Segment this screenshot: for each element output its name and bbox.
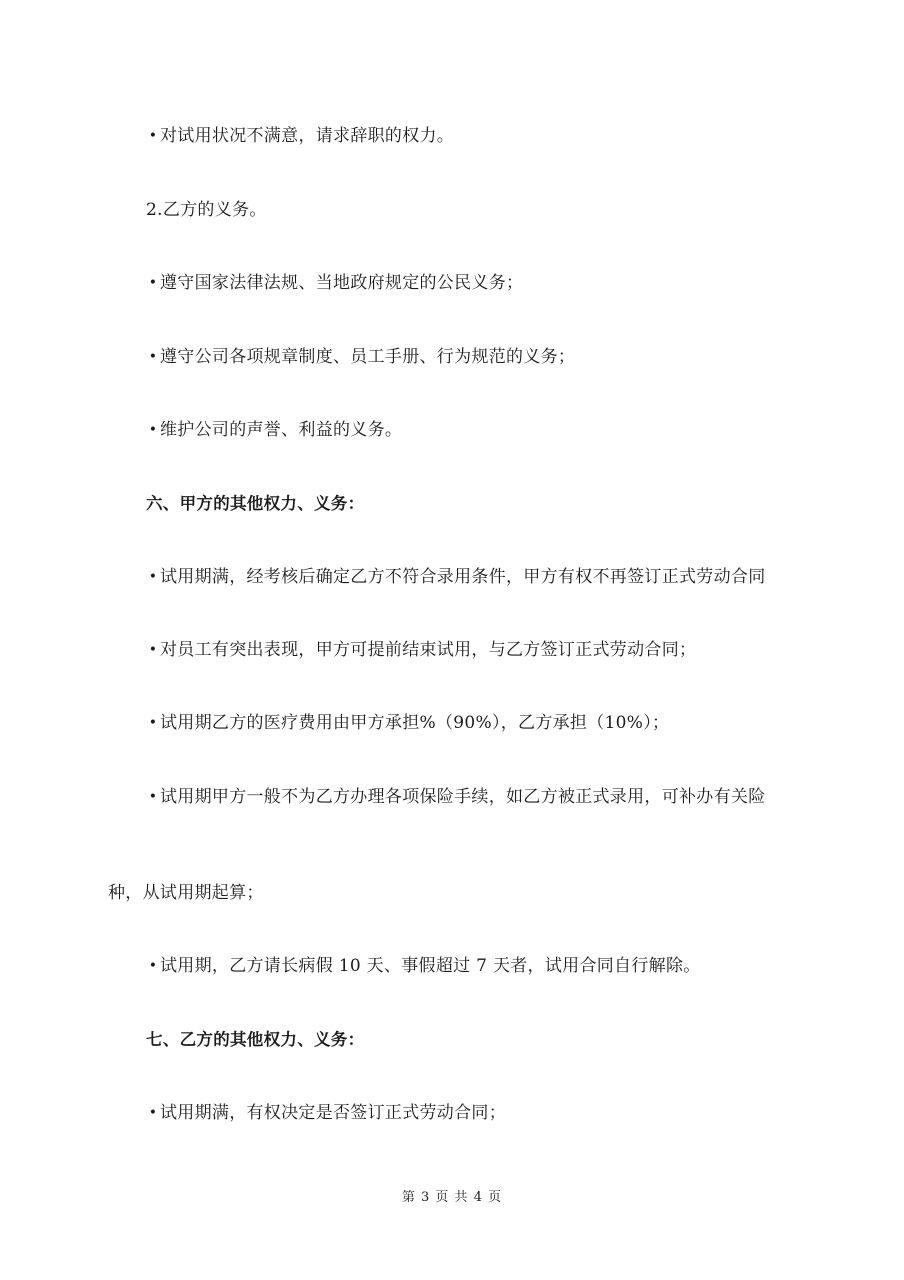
paragraph-text: 遵守公司各项规章制度、员工手册、行为规范的义务； (160, 347, 576, 367)
paragraph-text: 种，从试用期起算； (108, 883, 264, 903)
bullet-marker: • (148, 349, 158, 365)
bullet-item (146, 419, 402, 441)
bullet-item (146, 955, 701, 977)
paragraph-text: 维护公司的声誉、利益的义务。 (160, 420, 403, 440)
bullet-item (146, 346, 575, 368)
bullet-marker: • (148, 422, 158, 438)
paragraph-text: 2.乙方的义务。 (146, 200, 267, 220)
bullet-marker: • (148, 715, 158, 731)
bullet-marker: • (148, 128, 158, 144)
section-heading-text: 六、甲方的其他权力、义务： (146, 494, 365, 513)
paragraph-continuation (108, 882, 264, 904)
paragraph-text: 试用期乙方的医疗费用由甲方承担%（90%），乙方承担（10%）； (160, 713, 670, 733)
bullet-item (146, 272, 523, 294)
paragraph-text: 对试用状况不满意，请求辞职的权力。 (160, 126, 455, 146)
bullet-item (146, 1102, 506, 1124)
section-heading-text: 七、乙方的其他权力、义务： (146, 1030, 365, 1049)
bullet-marker: • (148, 569, 158, 585)
paragraph-text: 试用期满，有权决定是否签订正式劳动合同； (160, 1103, 506, 1123)
bullet-marker: • (148, 275, 158, 291)
bullet-item (146, 712, 669, 734)
bullet-item (146, 125, 454, 147)
paragraph-text: 遵守国家法律法规、当地政府规定的公民义务； (160, 273, 524, 293)
bullet-marker: • (148, 1105, 158, 1121)
paragraph-text: 试用期，乙方请长病假 10 天、事假超过 7 天者，试用合同自行解除。 (160, 956, 701, 976)
section-heading (146, 493, 364, 515)
bullet-marker: • (148, 789, 158, 805)
paragraph-text: 试用期满，经考核后确定乙方不符合录用条件，甲方有权不再签订正式劳动合同 (160, 567, 766, 587)
paragraph-text: 对员工有突出表现，甲方可提前结束试用，与乙方签订正式劳动合同； (160, 640, 697, 660)
bullet-item (146, 566, 766, 588)
bullet-item (146, 639, 696, 661)
paragraph-text: 试用期甲方一般不为乙方办理各项保险手续，如乙方被正式录用，可补办有关险 (160, 787, 766, 807)
page-footer (0, 1186, 904, 1205)
sub-heading (146, 199, 267, 221)
section-heading (146, 1029, 364, 1051)
page-number-text: 第 3 页 共 4 页 (401, 1190, 503, 1205)
bullet-item (146, 786, 766, 808)
bullet-marker: • (148, 958, 158, 974)
bullet-marker: • (148, 642, 158, 658)
